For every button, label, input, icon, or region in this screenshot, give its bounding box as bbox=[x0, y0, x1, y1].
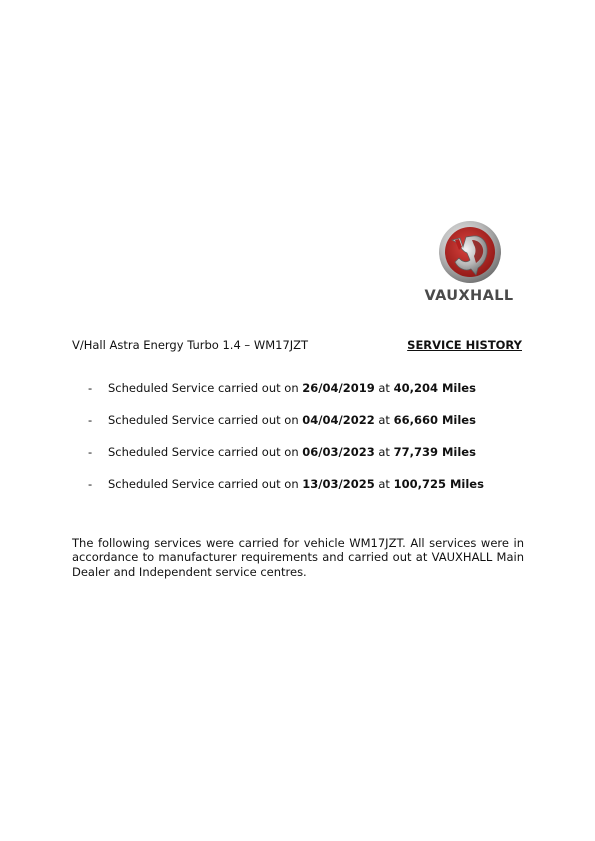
vauxhall-logo bbox=[410, 220, 528, 310]
service-summary-paragraph: The following services were carried for vehicle WM17JZT. All services were in accordance to manufacturer requirements and carried out at VAUXHALL Main Dealer and Independent service centres. bbox=[72, 535, 524, 579]
service-entry bbox=[88, 445, 484, 477]
vehicle-description: V/Hall Astra Energy Turbo 1.4 – WM17JZT bbox=[72, 338, 309, 352]
service-miles: 77,739 Miles bbox=[393, 445, 476, 459]
service-at: at bbox=[378, 445, 390, 459]
list-dash: - bbox=[88, 413, 93, 427]
service-at: at bbox=[378, 381, 390, 395]
service-miles: 100,725 Miles bbox=[393, 477, 484, 491]
brand-wordmark: VAUXHALL bbox=[424, 288, 514, 304]
service-list bbox=[88, 381, 484, 509]
list-dash: - bbox=[88, 477, 93, 491]
service-prefix: Scheduled Service carried out on bbox=[108, 413, 299, 427]
service-date: 06/03/2023 bbox=[302, 445, 375, 459]
griffin-emblem-icon bbox=[438, 220, 502, 284]
service-date: 26/04/2019 bbox=[302, 381, 375, 395]
service-entry bbox=[88, 477, 484, 509]
service-entry bbox=[88, 381, 484, 413]
service-prefix: Scheduled Service carried out on bbox=[108, 477, 299, 491]
service-at: at bbox=[378, 477, 390, 491]
service-entry bbox=[88, 413, 484, 445]
service-miles: 40,204 Miles bbox=[393, 381, 476, 395]
service-miles: 66,660 Miles bbox=[393, 413, 476, 427]
service-at: at bbox=[378, 413, 390, 427]
document-header bbox=[72, 338, 524, 354]
list-dash: - bbox=[88, 445, 93, 459]
service-prefix: Scheduled Service carried out on bbox=[108, 381, 299, 395]
list-dash: - bbox=[88, 381, 93, 395]
service-prefix: Scheduled Service carried out on bbox=[108, 445, 299, 459]
service-date: 13/03/2025 bbox=[302, 477, 375, 491]
service-date: 04/04/2022 bbox=[302, 413, 375, 427]
service-history-title: SERVICE HISTORY bbox=[407, 338, 522, 352]
